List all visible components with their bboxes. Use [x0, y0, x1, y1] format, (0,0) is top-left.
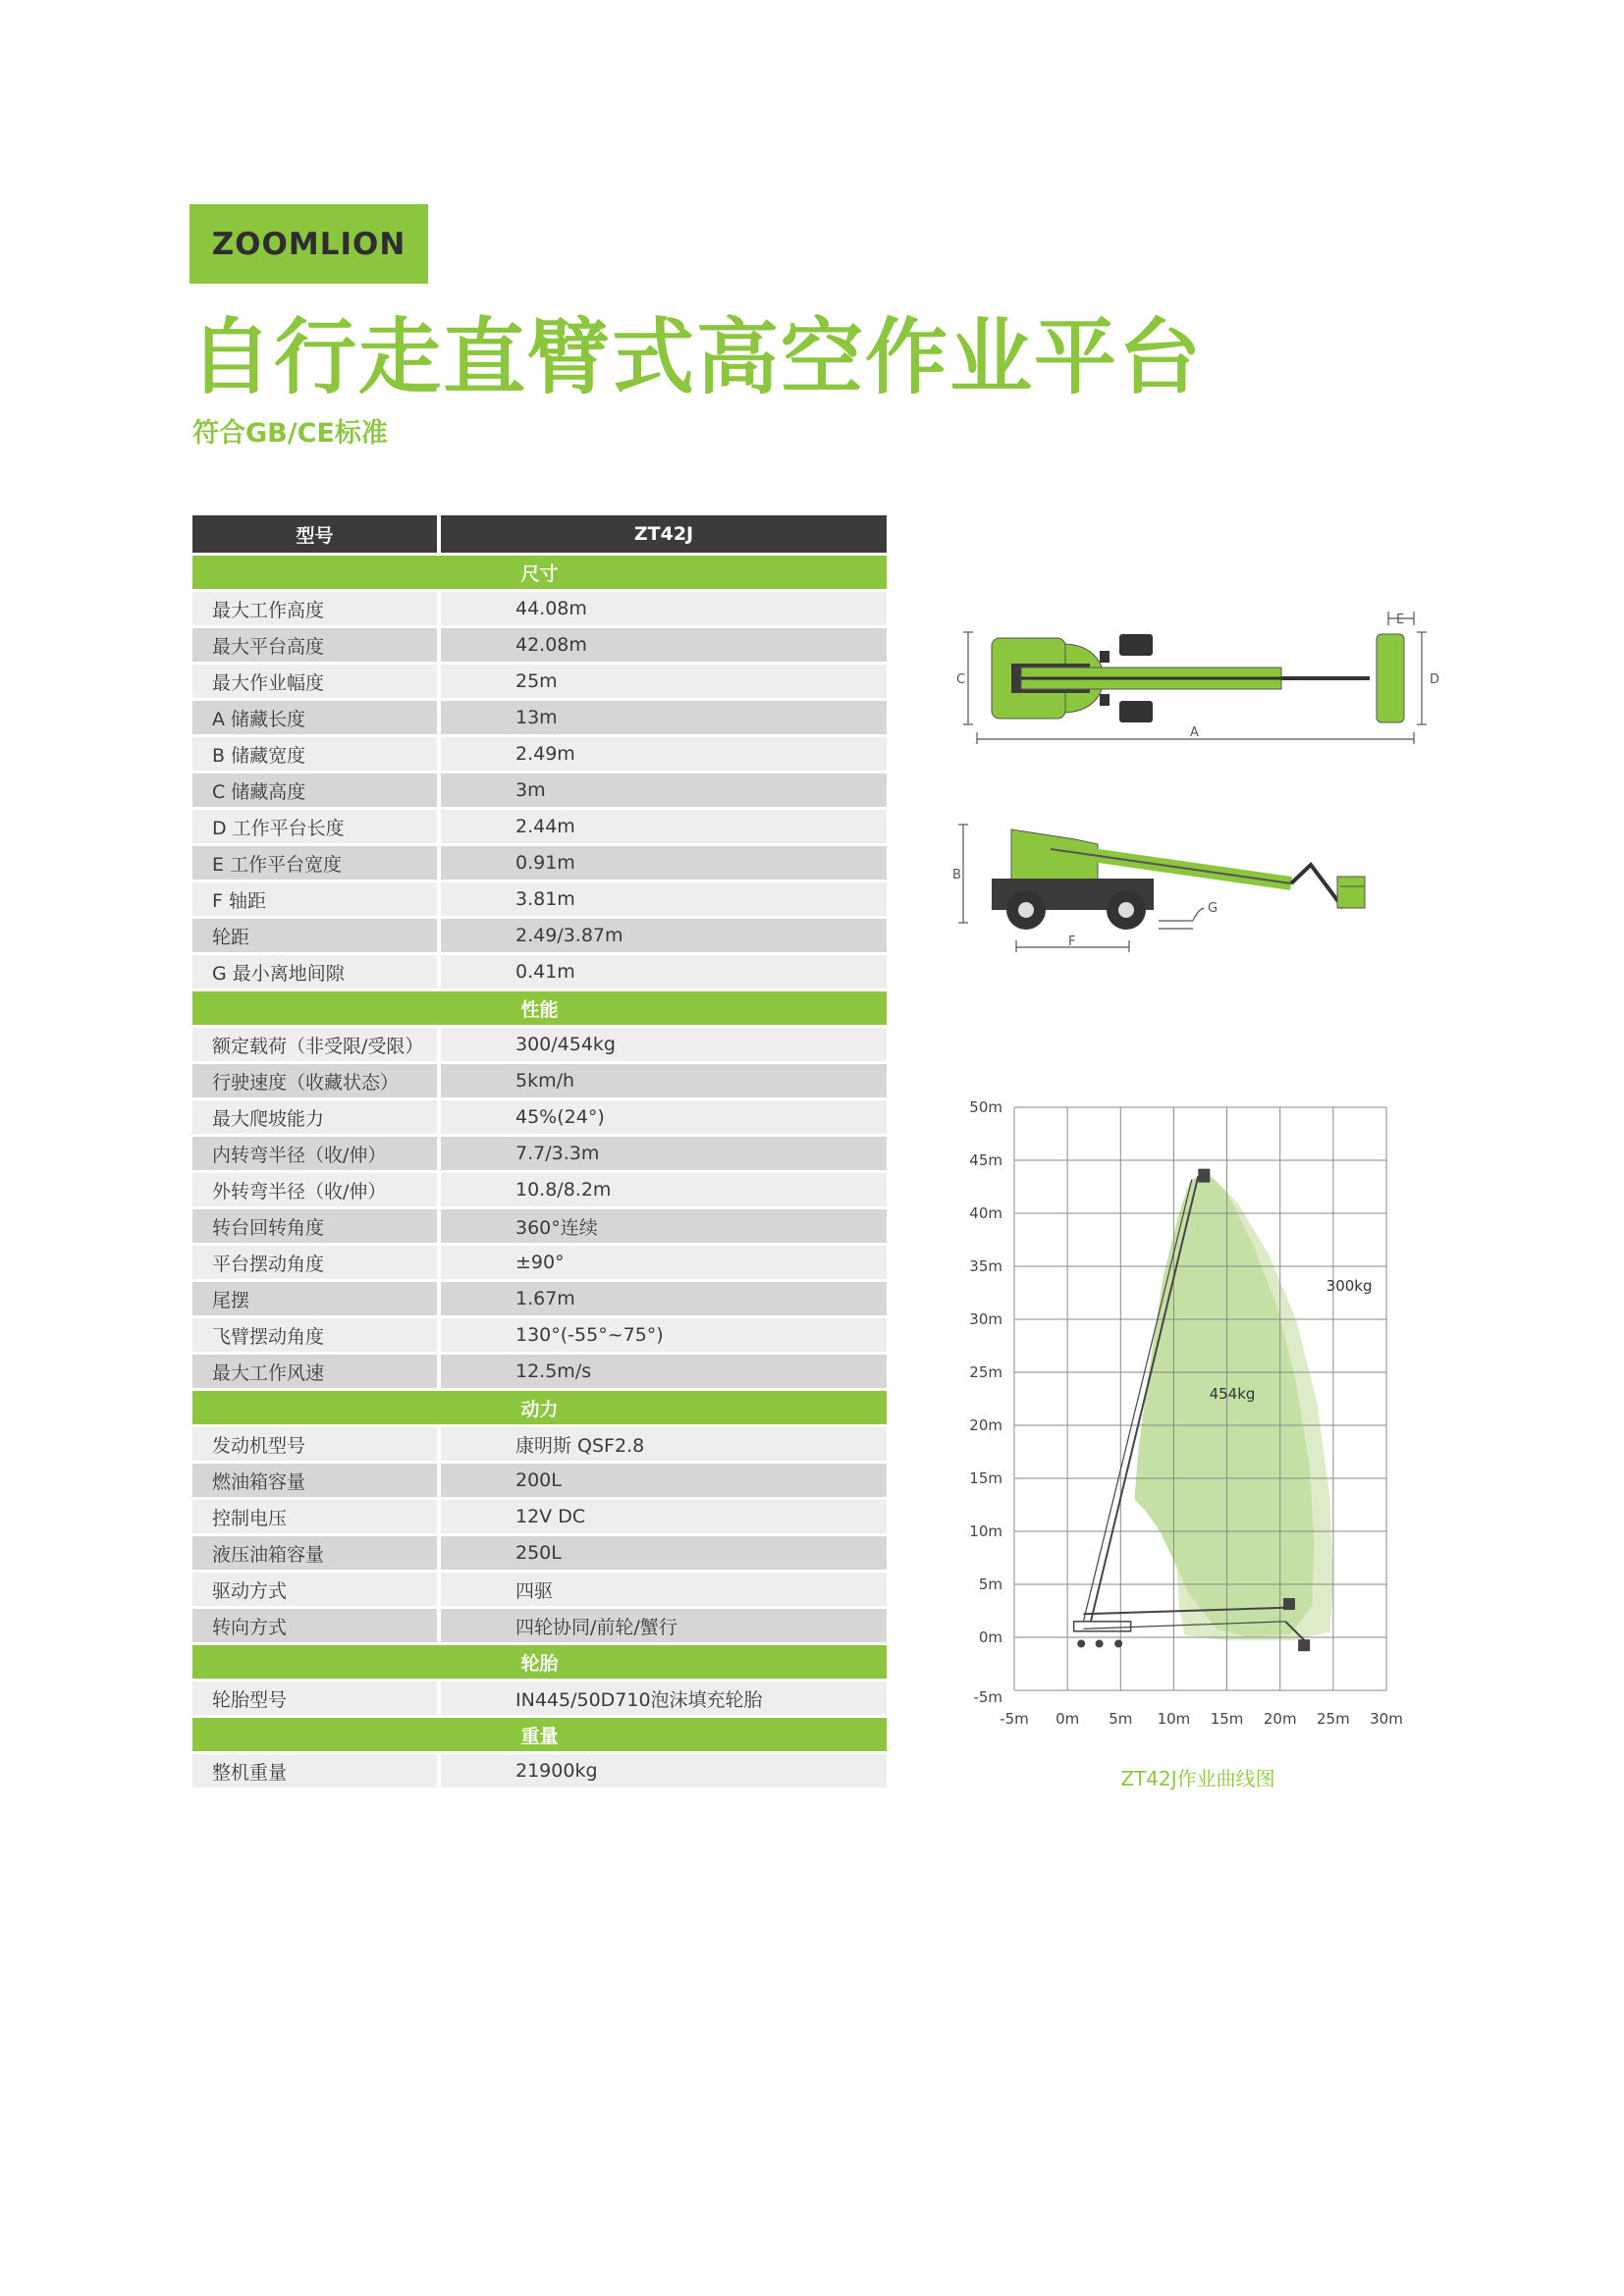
header-label: 型号: [192, 515, 441, 553]
x-tick-label: 0m: [1056, 1710, 1080, 1728]
spec-row: [192, 592, 887, 625]
top-view-diagram: [952, 607, 1443, 754]
spec-value: 42.08m: [441, 628, 887, 662]
y-tick-label: 0m: [978, 1629, 1002, 1646]
spec-value: 13m: [441, 701, 887, 734]
section-title: 尺寸: [192, 556, 887, 589]
spec-label: 发动机型号: [192, 1427, 441, 1461]
spec-row: [192, 1137, 887, 1170]
brand-logo-text: ZOOMLION: [211, 226, 406, 262]
envelope-454kg: [1134, 1171, 1314, 1637]
spec-value: 2.49/3.87m: [441, 919, 887, 952]
y-tick-label: 50m: [969, 1098, 1002, 1116]
spec-label: 转台回转角度: [192, 1209, 441, 1243]
spec-row: [192, 1536, 887, 1570]
spec-value: 3m: [441, 774, 887, 807]
spec-label: 最大工作高度: [192, 592, 441, 625]
spec-label: 轮胎型号: [192, 1682, 441, 1715]
y-tick-label: -5m: [973, 1688, 1002, 1706]
spec-value: 2.49m: [441, 737, 887, 771]
spec-row: [192, 1282, 887, 1315]
spec-value: 0.91m: [441, 846, 887, 880]
spec-value: 10.8/8.2m: [441, 1173, 887, 1206]
spec-value: IN445/50D710泡沫填充轮胎: [441, 1682, 887, 1715]
spec-row: [192, 774, 887, 807]
spec-row: [192, 955, 887, 988]
page-title: 自行走直臂式高空作业平台: [189, 309, 1204, 405]
dim-label-c: C: [956, 672, 966, 687]
spec-row: [192, 1754, 887, 1788]
spec-label: G 最小离地间隙: [192, 955, 441, 988]
spec-label: B 储藏宽度: [192, 737, 441, 771]
platform-low: [1298, 1639, 1310, 1651]
chassis: [1074, 1622, 1131, 1631]
spec-value: 250L: [441, 1536, 887, 1570]
y-tick-label: 35m: [969, 1257, 1002, 1275]
section-header: [192, 1645, 887, 1679]
spec-value: 7.7/3.3m: [441, 1137, 887, 1170]
spec-row: [192, 1173, 887, 1206]
spec-value: 130°(-55°~75°): [441, 1318, 887, 1352]
spec-row: [192, 919, 887, 952]
spec-label: 飞臂摆动角度: [192, 1318, 441, 1352]
spec-label: A 储藏长度: [192, 701, 441, 734]
x-tick-label: -5m: [1000, 1710, 1029, 1728]
spec-value: 200L: [441, 1464, 887, 1497]
spec-label: F 轴距: [192, 882, 441, 916]
x-tick-label: 15m: [1210, 1710, 1244, 1728]
spec-label: 额定载荷（非受限/受限）: [192, 1028, 441, 1061]
spec-value: 3.81m: [441, 882, 887, 916]
spec-value: 0.41m: [441, 955, 887, 988]
y-tick-label: 5m: [978, 1575, 1002, 1593]
spec-row: [192, 1209, 887, 1243]
side-view-diagram: [952, 810, 1443, 957]
spec-label: 尾摆: [192, 1282, 441, 1315]
spec-value: 2.44m: [441, 810, 887, 843]
page-subtitle: 符合GB/CE标准: [192, 418, 388, 449]
section-title: 轮胎: [192, 1645, 887, 1679]
spec-row: [192, 846, 887, 880]
spec-row: [192, 1427, 887, 1461]
spec-label: 燃油箱容量: [192, 1464, 441, 1497]
spec-value: 四轮协同/前轮/蟹行: [441, 1609, 887, 1642]
spec-value: 360°连续: [441, 1209, 887, 1243]
section-header: [192, 556, 887, 589]
spec-table: [192, 512, 887, 1790]
spec-table-header: [192, 515, 887, 553]
dim-label-g: G: [1208, 901, 1218, 916]
dim-label-a: A: [1190, 725, 1199, 740]
spec-row: [192, 1464, 887, 1497]
spec-label: 最大爬坡能力: [192, 1100, 441, 1134]
x-tick-label: 30m: [1370, 1710, 1403, 1728]
working-range-chart: [943, 1090, 1434, 1737]
y-tick-label: 15m: [969, 1469, 1002, 1487]
section-header: [192, 1391, 887, 1424]
x-tick-label: 25m: [1317, 1710, 1350, 1728]
spec-row: [192, 810, 887, 843]
x-tick-label: 5m: [1109, 1710, 1133, 1728]
spec-label: 最大工作风速: [192, 1355, 441, 1388]
spec-value: 12V DC: [441, 1500, 887, 1533]
spec-label: 外转弯半径（收/伸）: [192, 1173, 441, 1206]
spec-label: 控制电压: [192, 1500, 441, 1533]
spec-row: [192, 665, 887, 698]
spec-value: ±90°: [441, 1246, 887, 1279]
series-label: 454kg: [1209, 1385, 1256, 1403]
spec-value: 21900kg: [441, 1754, 887, 1788]
x-tick-label: 10m: [1157, 1710, 1191, 1728]
section-header: [192, 1718, 887, 1751]
spec-label: 液压油箱容量: [192, 1536, 441, 1570]
y-tick-label: 45m: [969, 1151, 1002, 1169]
spec-value: 44.08m: [441, 592, 887, 625]
spec-row: [192, 1355, 887, 1388]
spec-value: 300/454kg: [441, 1028, 887, 1061]
dim-label-e: E: [1396, 613, 1405, 627]
spec-value: 四驱: [441, 1573, 887, 1606]
spec-label: D 工作平台长度: [192, 810, 441, 843]
y-tick-label: 10m: [969, 1522, 1002, 1540]
series-label: 300kg: [1326, 1276, 1373, 1295]
spec-value: 25m: [441, 665, 887, 698]
y-tick-label: 25m: [969, 1363, 1002, 1381]
section-title: 性能: [192, 991, 887, 1025]
brand-logo: [189, 204, 428, 284]
y-tick-label: 20m: [969, 1416, 1002, 1434]
spec-label: 行驶速度（收藏状态）: [192, 1064, 441, 1097]
spec-label: 平台摆动角度: [192, 1246, 441, 1279]
chart-caption: ZT42J作业曲线图: [1120, 1767, 1275, 1790]
spec-row: [192, 1609, 887, 1642]
wheel: [1096, 1639, 1104, 1647]
spec-label: C 储藏高度: [192, 774, 441, 807]
dim-label-d: D: [1430, 672, 1440, 687]
spec-row: [192, 628, 887, 662]
wheel: [1114, 1639, 1122, 1647]
spec-row: [192, 1028, 887, 1061]
spec-label: 整机重量: [192, 1754, 441, 1788]
spec-value: 12.5m/s: [441, 1355, 887, 1388]
y-tick-label: 40m: [969, 1204, 1002, 1222]
section-title: 动力: [192, 1391, 887, 1424]
spec-value: 1.67m: [441, 1282, 887, 1315]
spec-value: 康明斯 QSF2.8: [441, 1427, 887, 1461]
section-header: [192, 991, 887, 1025]
wheel: [1077, 1639, 1085, 1647]
spec-row: [192, 737, 887, 771]
dim-label-b: B: [952, 868, 961, 882]
spec-row: [192, 1318, 887, 1352]
dim-label-f: F: [1068, 934, 1076, 949]
spec-row: [192, 1246, 887, 1279]
spec-row: [192, 701, 887, 734]
spec-row: [192, 882, 887, 916]
spec-row: [192, 1573, 887, 1606]
spec-row: [192, 1064, 887, 1097]
section-title: 重量: [192, 1718, 887, 1751]
spec-label: E 工作平台宽度: [192, 846, 441, 880]
y-tick-label: 30m: [969, 1310, 1002, 1328]
spec-label: 驱动方式: [192, 1573, 441, 1606]
spec-row: [192, 1500, 887, 1533]
spec-label: 最大平台高度: [192, 628, 441, 662]
spec-label: 最大作业幅度: [192, 665, 441, 698]
spec-value: 45%(24°): [441, 1100, 887, 1134]
platform-reach: [1283, 1598, 1295, 1610]
platform-top: [1198, 1169, 1210, 1183]
spec-label: 内转弯半径（收/伸）: [192, 1137, 441, 1170]
spec-label: 转向方式: [192, 1609, 441, 1642]
spec-value: 5km/h: [441, 1064, 887, 1097]
spec-row: [192, 1682, 887, 1715]
spec-label: 轮距: [192, 919, 441, 952]
x-tick-label: 20m: [1263, 1710, 1297, 1728]
header-model: ZT42J: [441, 515, 887, 553]
spec-row: [192, 1100, 887, 1134]
